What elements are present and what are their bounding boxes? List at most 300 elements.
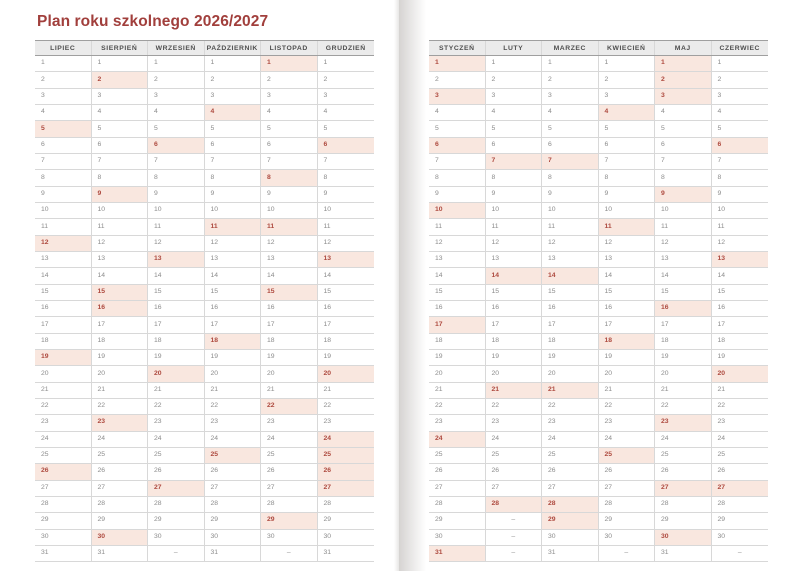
day-cell: 11: [92, 219, 149, 235]
day-cell: 7: [92, 154, 149, 170]
day-cell: 2: [205, 72, 262, 88]
day-cell: 13: [429, 252, 486, 268]
day-cell: 30: [261, 530, 318, 546]
day-cell: 23: [35, 415, 92, 431]
day-cell: 25: [712, 448, 769, 464]
month-header: WRZESIEŃ: [148, 41, 205, 55]
day-cell: 1: [205, 56, 262, 72]
day-cell: 18: [712, 334, 769, 350]
day-cell: 16: [712, 301, 769, 317]
day-cell: 23: [655, 415, 712, 431]
day-cell: 9: [429, 187, 486, 203]
month-header: MARZEC: [542, 41, 599, 55]
month-header: LISTOPAD: [261, 41, 318, 55]
day-cell: 2: [35, 72, 92, 88]
month-header: CZERWIEC: [719, 44, 761, 52]
day-cell: 3: [148, 89, 205, 105]
day-cell: 18: [205, 334, 262, 350]
day-cell: 2: [429, 72, 486, 88]
day-cell: 29: [205, 513, 262, 529]
day-cell: 26: [712, 464, 769, 480]
day-cell: 20: [429, 366, 486, 382]
day-cell: 30: [92, 530, 149, 546]
day-cell: 5: [655, 121, 712, 137]
day-cell: 7: [712, 154, 769, 170]
day-cell: 23: [92, 415, 149, 431]
day-cell: 28: [599, 497, 656, 513]
day-cell: 24: [429, 432, 486, 448]
day-cell: 15: [542, 285, 599, 301]
day-cell: 5: [542, 121, 599, 137]
day-cell: 8: [148, 170, 205, 186]
day-cell: 17: [429, 317, 486, 333]
day-cell: 6: [318, 138, 375, 154]
day-cell: 27: [429, 481, 486, 497]
day-cell: 24: [542, 432, 599, 448]
day-cell: 28: [486, 497, 543, 513]
day-cell: 30: [599, 530, 656, 546]
day-cell: 8: [712, 170, 769, 186]
day-cell: 10: [261, 203, 318, 219]
day-cell: 17: [655, 317, 712, 333]
day-cell: 29: [542, 513, 599, 529]
month-header: STYCZEŃ: [429, 41, 486, 55]
day-cell: 6: [35, 138, 92, 154]
day-cell: 19: [35, 350, 92, 366]
month-header: LUTY: [486, 41, 543, 55]
day-cell: 16: [542, 301, 599, 317]
day-cell: 1: [318, 56, 375, 72]
day-cell: 24: [261, 432, 318, 448]
day-cell: 8: [542, 170, 599, 186]
day-cell: 17: [205, 317, 262, 333]
day-cell: 9: [542, 187, 599, 203]
day-cell: 12: [92, 236, 149, 252]
day-cell: 2: [148, 72, 205, 88]
day-cell: 25: [429, 448, 486, 464]
day-cell: 21: [205, 383, 262, 399]
day-cell: 21: [261, 383, 318, 399]
day-cell: 4: [429, 105, 486, 121]
day-cell: 5: [486, 121, 543, 137]
day-cell: 20: [712, 366, 769, 382]
day-cell: 28: [35, 497, 92, 513]
day-cell: 12: [148, 236, 205, 252]
day-cell: 14: [205, 268, 262, 284]
day-cell: 21: [35, 383, 92, 399]
day-cell: 22: [429, 399, 486, 415]
day-cell: 28: [92, 497, 149, 513]
day-cell: 18: [92, 334, 149, 350]
day-cell: 18: [599, 334, 656, 350]
day-cell: 6: [92, 138, 149, 154]
day-cell: 5: [429, 121, 486, 137]
day-cell: 11: [542, 219, 599, 235]
day-cell: 14: [429, 268, 486, 284]
day-cell: 25: [92, 448, 149, 464]
day-cell: 16: [92, 301, 149, 317]
day-cell: 26: [92, 464, 149, 480]
day-cell: 5: [148, 121, 205, 137]
day-cell: 11: [318, 219, 375, 235]
day-cell: 12: [318, 236, 375, 252]
day-cell: 30: [712, 530, 769, 546]
day-cell: 4: [712, 105, 769, 121]
day-cell: 23: [261, 415, 318, 431]
day-cell: 17: [542, 317, 599, 333]
day-cell: 21: [486, 383, 543, 399]
calendar-header-row: [429, 40, 768, 56]
day-cell: 3: [655, 89, 712, 105]
day-cell: 14: [35, 268, 92, 284]
day-cell: 9: [148, 187, 205, 203]
day-cell: 11: [486, 219, 543, 235]
day-cell: 3: [486, 89, 543, 105]
day-cell: 16: [261, 301, 318, 317]
day-cell: 24: [655, 432, 712, 448]
day-cell: 8: [655, 170, 712, 186]
day-cell: 9: [92, 187, 149, 203]
day-cell: 9: [655, 187, 712, 203]
day-cell: 1: [92, 56, 149, 72]
day-cell: 11: [148, 219, 205, 235]
calendar-body-grid: [35, 56, 374, 562]
day-cell: 20: [655, 366, 712, 382]
day-cell: 18: [261, 334, 318, 350]
day-cell: 26: [148, 464, 205, 480]
day-cell: 17: [599, 317, 656, 333]
day-cell: 22: [205, 399, 262, 415]
day-cell: 21: [148, 383, 205, 399]
day-cell: 2: [599, 72, 656, 88]
day-cell: 13: [542, 252, 599, 268]
day-cell: 27: [261, 481, 318, 497]
day-cell: 4: [261, 105, 318, 121]
day-cell: 19: [148, 350, 205, 366]
day-cell: 13: [92, 252, 149, 268]
day-cell: 7: [655, 154, 712, 170]
day-cell: 29: [712, 513, 769, 529]
day-cell: 15: [318, 285, 375, 301]
day-cell: 16: [655, 301, 712, 317]
day-cell: 9: [205, 187, 262, 203]
day-cell: 20: [261, 366, 318, 382]
day-cell: 29: [655, 513, 712, 529]
day-cell: 17: [261, 317, 318, 333]
day-cell: 27: [542, 481, 599, 497]
day-cell: 14: [318, 268, 375, 284]
day-cell: 3: [429, 89, 486, 105]
day-cell: 7: [429, 154, 486, 170]
month-header: MAJ: [655, 41, 712, 55]
day-cell: 7: [542, 154, 599, 170]
day-cell: 23: [148, 415, 205, 431]
calendar-header-row: [35, 40, 374, 56]
day-cell: 11: [655, 219, 712, 235]
day-cell: 31: [35, 546, 92, 562]
day-cell: 24: [205, 432, 262, 448]
day-cell: 22: [712, 399, 769, 415]
day-cell: 26: [318, 464, 375, 480]
day-cell: 19: [429, 350, 486, 366]
day-cell: 15: [92, 285, 149, 301]
day-cell: 18: [429, 334, 486, 350]
day-cell: 13: [712, 252, 769, 268]
day-cell: 5: [92, 121, 149, 137]
calendar-table-right: [429, 40, 768, 562]
day-cell: 9: [486, 187, 543, 203]
day-cell: 1: [261, 56, 318, 72]
day-cell: 9: [599, 187, 656, 203]
day-cell: 4: [486, 105, 543, 121]
day-cell: 1: [486, 56, 543, 72]
day-cell: 26: [429, 464, 486, 480]
day-cell: 28: [655, 497, 712, 513]
day-cell: 26: [205, 464, 262, 480]
day-cell: 17: [92, 317, 149, 333]
empty-day-cell: –: [486, 530, 543, 546]
day-cell: 19: [92, 350, 149, 366]
day-cell: 1: [542, 56, 599, 72]
day-cell: 11: [599, 219, 656, 235]
day-cell: 22: [148, 399, 205, 415]
day-cell: 7: [318, 154, 375, 170]
day-cell: 12: [599, 236, 656, 252]
day-cell: 29: [148, 513, 205, 529]
day-cell: 6: [205, 138, 262, 154]
day-cell: 19: [261, 350, 318, 366]
day-cell: 18: [655, 334, 712, 350]
day-cell: 15: [655, 285, 712, 301]
empty-day-cell: –: [712, 546, 769, 562]
day-cell: 10: [205, 203, 262, 219]
day-cell: 16: [599, 301, 656, 317]
planner-page-left: [0, 0, 399, 571]
day-cell: 13: [655, 252, 712, 268]
day-cell: 23: [599, 415, 656, 431]
day-cell: 13: [148, 252, 205, 268]
day-cell: 1: [712, 56, 769, 72]
day-cell: 25: [148, 448, 205, 464]
day-cell: 7: [148, 154, 205, 170]
day-cell: 5: [261, 121, 318, 137]
day-cell: 12: [429, 236, 486, 252]
day-cell: 22: [542, 399, 599, 415]
day-cell: 27: [599, 481, 656, 497]
day-cell: 2: [655, 72, 712, 88]
day-cell: 19: [655, 350, 712, 366]
empty-day-cell: –: [486, 546, 543, 562]
day-cell: 2: [261, 72, 318, 88]
day-cell: 14: [599, 268, 656, 284]
day-cell: 8: [92, 170, 149, 186]
calendar-table-left: [35, 40, 374, 562]
day-cell: 30: [429, 530, 486, 546]
day-cell: 17: [148, 317, 205, 333]
day-cell: 4: [318, 105, 375, 121]
day-cell: 15: [599, 285, 656, 301]
day-cell: 18: [318, 334, 375, 350]
day-cell: 14: [712, 268, 769, 284]
day-cell: 23: [429, 415, 486, 431]
day-cell: 20: [205, 366, 262, 382]
day-cell: 25: [655, 448, 712, 464]
day-cell: 22: [261, 399, 318, 415]
month-header: PAŹDZIERNIK: [205, 41, 262, 55]
day-cell: 7: [35, 154, 92, 170]
day-cell: 12: [542, 236, 599, 252]
day-cell: 30: [542, 530, 599, 546]
day-cell: 16: [486, 301, 543, 317]
day-cell: 6: [655, 138, 712, 154]
day-cell: 20: [542, 366, 599, 382]
day-cell: 20: [148, 366, 205, 382]
day-cell: 16: [205, 301, 262, 317]
day-cell: 9: [712, 187, 769, 203]
day-cell: 7: [261, 154, 318, 170]
day-cell: 1: [35, 56, 92, 72]
day-cell: 24: [599, 432, 656, 448]
day-cell: 11: [261, 219, 318, 235]
day-cell: 3: [205, 89, 262, 105]
day-cell: 7: [599, 154, 656, 170]
day-cell: 1: [655, 56, 712, 72]
page-title: Plan roku szkolnego 2026/2027: [37, 13, 269, 30]
day-cell: 29: [318, 513, 375, 529]
day-cell: 10: [599, 203, 656, 219]
day-cell: 15: [148, 285, 205, 301]
day-cell: 23: [205, 415, 262, 431]
day-cell: 23: [712, 415, 769, 431]
day-cell: 13: [205, 252, 262, 268]
day-cell: 25: [35, 448, 92, 464]
day-cell: 29: [429, 513, 486, 529]
day-cell: 10: [486, 203, 543, 219]
day-cell: 31: [429, 546, 486, 562]
day-cell: 30: [318, 530, 375, 546]
day-cell: 22: [318, 399, 375, 415]
day-cell: 27: [486, 481, 543, 497]
day-cell: 20: [35, 366, 92, 382]
day-cell: 17: [318, 317, 375, 333]
day-cell: 19: [599, 350, 656, 366]
empty-day-cell: –: [148, 546, 205, 562]
day-cell: 21: [542, 383, 599, 399]
day-cell: 22: [599, 399, 656, 415]
planner-page-right: [399, 0, 800, 571]
day-cell: 19: [486, 350, 543, 366]
day-cell: 28: [148, 497, 205, 513]
day-cell: 27: [205, 481, 262, 497]
day-cell: 25: [205, 448, 262, 464]
day-cell: 9: [261, 187, 318, 203]
day-cell: 19: [712, 350, 769, 366]
day-cell: 14: [148, 268, 205, 284]
day-cell: 27: [655, 481, 712, 497]
day-cell: 9: [318, 187, 375, 203]
day-cell: 6: [599, 138, 656, 154]
day-cell: 30: [35, 530, 92, 546]
day-cell: 31: [92, 546, 149, 562]
day-cell: 26: [261, 464, 318, 480]
day-cell: 4: [599, 105, 656, 121]
day-cell: 26: [655, 464, 712, 480]
day-cell: 25: [542, 448, 599, 464]
day-cell: 21: [655, 383, 712, 399]
month-header: KWIECIEŃ: [599, 41, 656, 55]
day-cell: 21: [318, 383, 375, 399]
day-cell: 2: [486, 72, 543, 88]
day-cell: 26: [35, 464, 92, 480]
day-cell: 22: [655, 399, 712, 415]
day-cell: 21: [429, 383, 486, 399]
day-cell: 28: [318, 497, 375, 513]
day-cell: 6: [148, 138, 205, 154]
day-cell: 10: [35, 203, 92, 219]
day-cell: 10: [92, 203, 149, 219]
day-cell: 5: [599, 121, 656, 137]
day-cell: 24: [712, 432, 769, 448]
day-cell: 8: [261, 170, 318, 186]
day-cell: 15: [486, 285, 543, 301]
day-cell: 15: [205, 285, 262, 301]
day-cell: 4: [655, 105, 712, 121]
day-cell: 3: [35, 89, 92, 105]
day-cell: 6: [261, 138, 318, 154]
day-cell: 15: [261, 285, 318, 301]
day-cell: 27: [35, 481, 92, 497]
day-cell: 10: [712, 203, 769, 219]
day-cell: 18: [486, 334, 543, 350]
day-cell: 16: [35, 301, 92, 317]
day-cell: 19: [318, 350, 375, 366]
day-cell: 27: [712, 481, 769, 497]
empty-day-cell: –: [599, 546, 656, 562]
day-cell: 29: [599, 513, 656, 529]
day-cell: 6: [429, 138, 486, 154]
day-cell: 28: [542, 497, 599, 513]
day-cell: 31: [542, 546, 599, 562]
day-cell: 27: [92, 481, 149, 497]
day-cell: 21: [92, 383, 149, 399]
day-cell: 24: [486, 432, 543, 448]
day-cell: 14: [486, 268, 543, 284]
day-cell: 31: [205, 546, 262, 562]
calendar-body-grid: [429, 56, 768, 562]
day-cell: 28: [205, 497, 262, 513]
day-cell: 29: [261, 513, 318, 529]
day-cell: 10: [148, 203, 205, 219]
day-cell: 1: [429, 56, 486, 72]
day-cell: 26: [486, 464, 543, 480]
day-cell: 14: [542, 268, 599, 284]
day-cell: 26: [542, 464, 599, 480]
day-cell: 30: [148, 530, 205, 546]
day-cell: 8: [429, 170, 486, 186]
day-cell: 4: [92, 105, 149, 121]
day-cell: 5: [35, 121, 92, 137]
month-header: SIERPIEŃ: [92, 41, 149, 55]
day-cell: 4: [35, 105, 92, 121]
day-cell: 3: [92, 89, 149, 105]
day-cell: 4: [542, 105, 599, 121]
day-cell: 13: [261, 252, 318, 268]
day-cell: 10: [655, 203, 712, 219]
day-cell: 2: [712, 72, 769, 88]
day-cell: 22: [92, 399, 149, 415]
day-cell: 4: [148, 105, 205, 121]
day-cell: 27: [148, 481, 205, 497]
